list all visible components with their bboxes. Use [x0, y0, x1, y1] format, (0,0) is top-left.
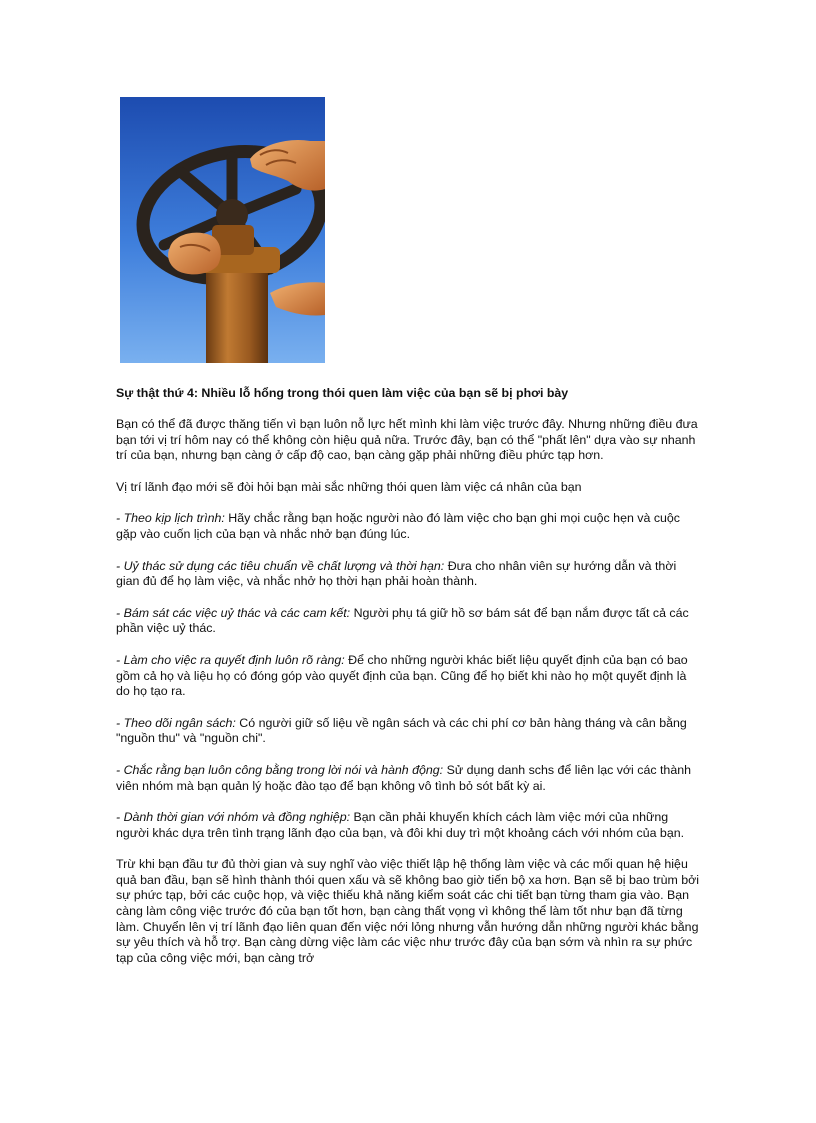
list-item [116, 559, 701, 590]
list-item [116, 653, 701, 700]
valve-wheel-photo [120, 97, 325, 363]
list-item-lead: - Theo dõi ngân sách: [116, 715, 236, 730]
statement-paragraph: Vị trí lãnh đạo mới sẽ đòi hỏi bạn mài sắc những thói quen làm việc cá nhân của bạn [116, 479, 582, 494]
list-item-lead: - Bám sát các việc uỷ thác và các cam kết: [116, 605, 351, 620]
list-item-text: Đưa cho nhân viên sự hướng dẫn và thời gian đủ để họ làm việc, và nhắc nhở họ thời hạn phải hoàn thành. [116, 558, 677, 589]
list-item-lead: - Uỷ thác sử dụng các tiêu chuẩn về chất lượng và thời hạn: [116, 558, 445, 573]
document-page [116, 97, 701, 966]
list-item [116, 763, 701, 794]
list-item-text: Người phụ tá giữ hồ sơ bám sát để bạn nắm được tất cả các phần việc uỷ thác. [116, 605, 689, 636]
list-item-lead: - Chắc rằng bạn luôn công bằng trong lời nói và hành động: [116, 762, 444, 777]
list-item [116, 810, 701, 841]
list-item-lead: - Theo kịp lịch trình: [116, 511, 225, 526]
section-heading: Sự thật thứ 4: Nhiều lỗ hổng trong thói quen làm việc của bạn sẽ bị phơi bày [116, 386, 569, 400]
list-item [116, 511, 701, 542]
closing-paragraph: Trừ khi bạn đầu tư đủ thời gian và suy nghĩ vào việc thiết lập hệ thống làm việc và các mối quan hệ hiệu quả ban đầu, bạn sẽ hình thành thói quen xấu và sẽ không bao giờ tiến bộ xa hơn. Bạn sẽ bị bao trùm bởi sự phức tạp, bởi các cuộc họp, và việc thiếu khả năng kiểm soát các chi tiết bạn từng tham gia vào. Bạn càng làm công việc trước đó của bạn tốt hơn, bạn càng thất vọng vì không thể làm tốt như bạn đã từng làm. Chuyển lên vị trí lãnh đạo liên quan đến việc nới lỏng nhưng vẫn hướng dẫn những người khác bằng sự yêu thích và hỗ trợ. Bạn càng dừng việc làm các việc như trước đây của bạn sớm và nhìn ra sự phức tạp của công việc mới, bạn càng trở [116, 857, 700, 965]
list-item-text: Để cho những người khác biết liệu quyết định của bạn có bao gồm cả họ và liệu họ có đóng góp vào quyết định của bạn. Cũng để họ biết khi nào họ một quyết định là do họ tạo ra. [116, 652, 688, 699]
intro-paragraph: Bạn có thể đã được thăng tiến vì bạn luôn nỗ lực hết mình khi làm việc trước đây. Nhưng những điều đưa bạn tới vị trí hôm nay có thể không còn hiệu quả nữa. Trước đây, bạn có thể "phất lên" dựa vào sự nhanh trí của bạn, nhưng bạn càng ở cấp độ cao, bạn càng gặp phải những điều phức tạp hơn. [116, 417, 698, 463]
list-item-text: Có người giữ số liệu về ngân sách và các chi phí cơ bản hàng tháng và cân bằng "nguồn thu" và "nguồn chi". [116, 715, 687, 746]
list-item [116, 716, 701, 747]
list-item [116, 606, 701, 637]
list-item-text: Bạn cần phải khuyến khích cách làm việc mới của những người khác dựa trên tình trạng lãnh đạo của bạn, và đôi khi duy trì một khoảng cách với nhóm của bạn. [116, 810, 685, 840]
list-item-lead: - Làm cho việc ra quyết định luôn rõ ràng: [116, 652, 345, 667]
list-item-text: Sử dụng danh schs để liên lạc với các thành viên nhóm mà bạn quản lý hoặc đào tạo để bạn không vô tình bỏ sót bất kỳ ai. [116, 762, 691, 793]
list-item-text: Hãy chắc rằng bạn hoặc người nào đó làm việc cho bạn ghi mọi cuộc hẹn và cuộc gặp vào cuốn lịch của bạn và nhắc nhở bạn đúng lúc. [116, 511, 680, 541]
list-item-lead: - Dành thời gian với nhóm và đồng nghiệp: [116, 810, 351, 825]
